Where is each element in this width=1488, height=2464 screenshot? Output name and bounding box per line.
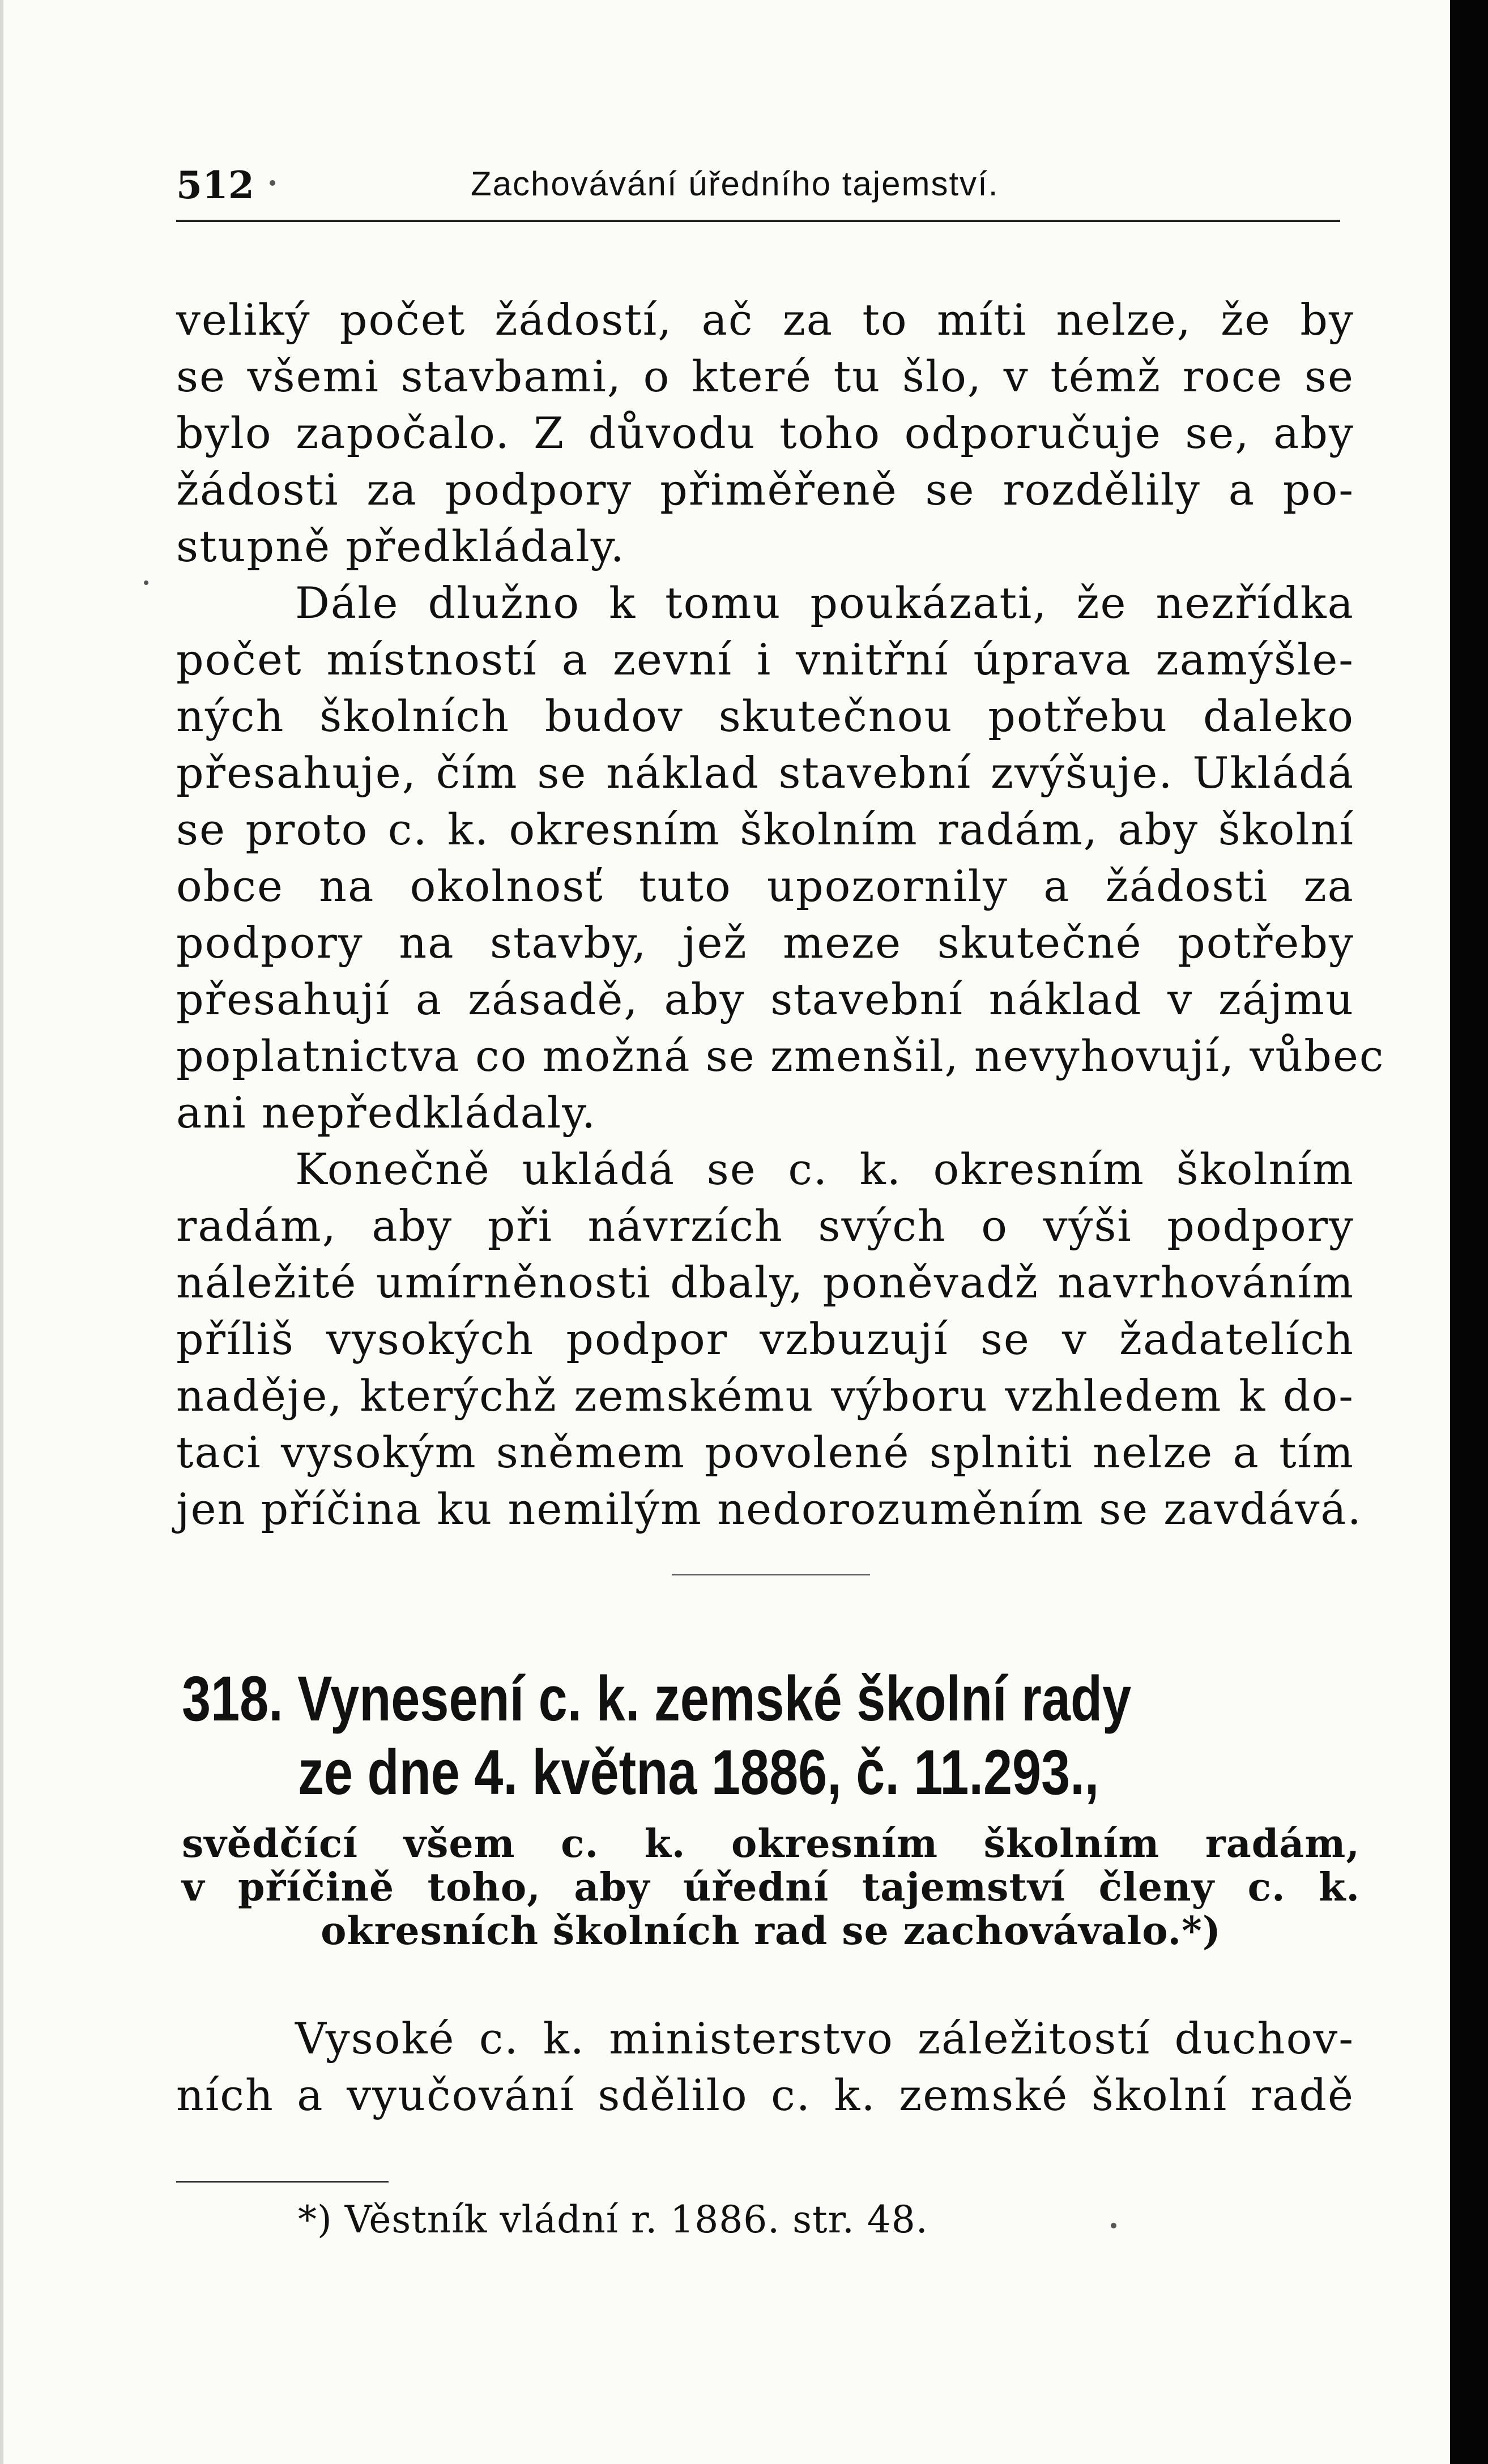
text-line: ani nepředkládaly. [176,1087,597,1138]
text-line: podpory na stavby, jež meze skutečné potřeby [176,917,1354,968]
text-line: obce na okolnosť tuto upozornily a žádosti za [176,861,1354,911]
text-line: přesahují a zásadě, aby stavební náklad v zájmu [176,974,1354,1024]
text-line: naděje, kterýchž zemskému výboru vzhledem k do- [176,1370,1354,1421]
subheading-line: okresních školních rad se zachovávalo.*) [321,1908,1221,1954]
text-line: bylo započalo. Z důvodu toho odporučuje se, aby [176,408,1354,458]
text-line: taci vysokým sněmem povolené splniti nelze a tím [176,1427,1354,1477]
text-line: ních a vyučování sdělilo c. k. zemské školní radě [176,2070,1354,2120]
footnote: *) Věstník vládní r. 1886. str. 48. [298,2198,928,2241]
body-text [176,292,1385,1538]
text-line: radám, aby při návrzích svých o výši podpory [176,1201,1354,1251]
footnote-rule [176,2181,389,2183]
text-line: se všemi stavbami, o které tu šlo, v témž roce se [176,351,1354,402]
heading-line: 318. Vynesení c. k. zemské školní rady [182,1663,1132,1734]
page-header [176,159,1340,215]
page-number: 512 [176,163,254,207]
text-line: žádosti za podpory přiměřeně se rozdělily a po- [176,464,1354,515]
text-line: stupně předkládaly. [176,521,625,571]
intro-text [176,2010,1354,2124]
text-line: příliš vysokých podpor vzbuzují se v žadatelích [176,1314,1354,1364]
text-line: Konečně ukládá se c. k. okresním školním [295,1144,1354,1194]
text-line: náležité umírněnosti dbaly, poněvadž navrhováním [176,1257,1354,1308]
text-line: přesahuje, čím se náklad stavební zvýšuje. Ukládá [176,748,1354,798]
ink-speck [270,180,275,186]
subheading-line: svědčící všem c. k. okresním školním radám, [182,1821,1360,1867]
text-line: Dále dlužno k tomu poukázati, že nezřídka [295,578,1354,628]
header-rule [176,220,1340,222]
scan-border [1450,0,1488,2464]
heading-line: ze dne 4. května 1886, č. 11.293., [298,1737,1099,1808]
text-line: Vysoké c. k. ministerstvo záležitostí duchov- [295,2013,1354,2064]
text-line: jen příčina ku nemilým nedorozuměním se zavdává. [176,1484,1362,1534]
text-line: poplatnictva co možná se zmenšil, nevyhovují, vůbec [176,1031,1385,1081]
text-line: se proto c. k. okresním školním radám, aby školní [176,804,1354,855]
text-line: počet místností a zevní i vnitřní úprava zamýšle- [176,634,1354,685]
section-heading [182,1662,1360,1809]
text-line: ných školních budov skutečnou potřebu daleko [176,691,1354,741]
running-head: Zachovávání úředního tajemství. [471,165,999,203]
ink-speck [144,580,148,585]
ink-speck [1111,2223,1116,2228]
section-subheading [182,1822,1360,1953]
subheading-line: v příčině toho, aby úřední tajemství členy c. k. [182,1865,1360,1910]
text-line: veliký počet žádostí, ač za to míti nelze, že by [176,294,1354,345]
section-divider [672,1574,870,1575]
